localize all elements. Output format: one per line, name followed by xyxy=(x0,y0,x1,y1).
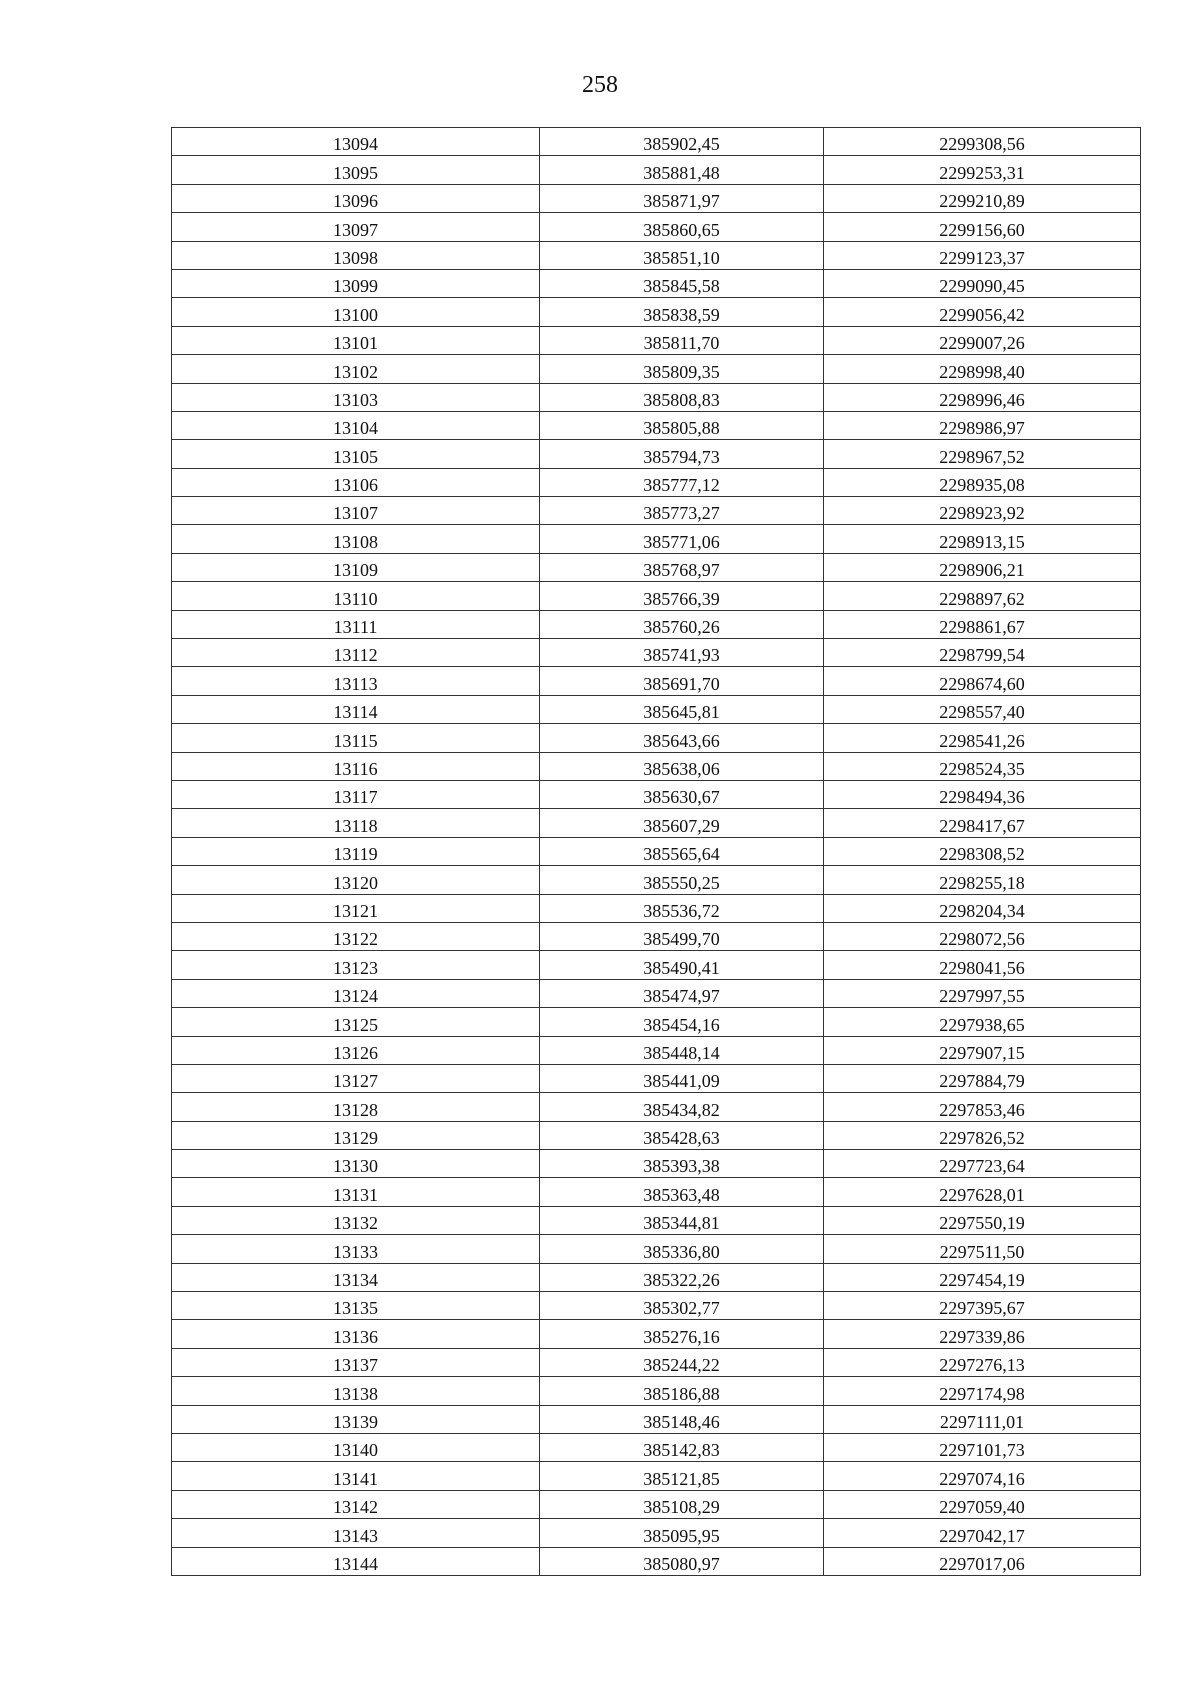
x-coordinate-cell: 385851,10 xyxy=(540,241,824,269)
y-coordinate-cell: 2297059,40 xyxy=(824,1490,1141,1518)
point-number-cell: 13129 xyxy=(172,1121,540,1149)
x-coordinate-cell: 385811,70 xyxy=(540,326,824,354)
y-coordinate-cell: 2298072,56 xyxy=(824,922,1141,950)
table-row xyxy=(172,553,1141,581)
y-coordinate-cell: 2298906,21 xyxy=(824,553,1141,581)
point-number-cell: 13143 xyxy=(172,1519,540,1547)
point-number-cell: 13115 xyxy=(172,724,540,752)
point-number-cell: 13133 xyxy=(172,1235,540,1263)
table-row xyxy=(172,1178,1141,1206)
y-coordinate-cell: 2299156,60 xyxy=(824,213,1141,241)
point-number-cell: 13144 xyxy=(172,1547,540,1575)
x-coordinate-cell: 385336,80 xyxy=(540,1235,824,1263)
x-coordinate-cell: 385565,64 xyxy=(540,837,824,865)
y-coordinate-cell: 2298996,46 xyxy=(824,383,1141,411)
point-number-cell: 13106 xyxy=(172,468,540,496)
table-row xyxy=(172,269,1141,297)
y-coordinate-cell: 2297723,64 xyxy=(824,1150,1141,1178)
table-row xyxy=(172,1093,1141,1121)
x-coordinate-cell: 385809,35 xyxy=(540,355,824,383)
table-row xyxy=(172,213,1141,241)
point-number-cell: 13118 xyxy=(172,809,540,837)
point-number-cell: 13096 xyxy=(172,184,540,212)
point-number-cell: 13095 xyxy=(172,156,540,184)
x-coordinate-cell: 385645,81 xyxy=(540,695,824,723)
point-number-cell: 13105 xyxy=(172,440,540,468)
point-number-cell: 13107 xyxy=(172,497,540,525)
y-coordinate-cell: 2297111,01 xyxy=(824,1405,1141,1433)
table-row xyxy=(172,752,1141,780)
table-row xyxy=(172,1206,1141,1234)
y-coordinate-cell: 2297511,50 xyxy=(824,1235,1141,1263)
y-coordinate-cell: 2297017,06 xyxy=(824,1547,1141,1575)
point-number-cell: 13111 xyxy=(172,610,540,638)
table-row xyxy=(172,1377,1141,1405)
x-coordinate-cell: 385302,77 xyxy=(540,1292,824,1320)
y-coordinate-cell: 2298041,56 xyxy=(824,951,1141,979)
table-row xyxy=(172,667,1141,695)
table-row xyxy=(172,1235,1141,1263)
y-coordinate-cell: 2298998,40 xyxy=(824,355,1141,383)
y-coordinate-cell: 2299056,42 xyxy=(824,298,1141,326)
table-row xyxy=(172,951,1141,979)
x-coordinate-cell: 385095,95 xyxy=(540,1519,824,1547)
table-row xyxy=(172,724,1141,752)
point-number-cell: 13138 xyxy=(172,1377,540,1405)
y-coordinate-cell: 2299253,31 xyxy=(824,156,1141,184)
x-coordinate-cell: 385454,16 xyxy=(540,1008,824,1036)
point-number-cell: 13139 xyxy=(172,1405,540,1433)
y-coordinate-cell: 2297042,17 xyxy=(824,1519,1141,1547)
y-coordinate-cell: 2298494,36 xyxy=(824,780,1141,808)
y-coordinate-cell: 2297907,15 xyxy=(824,1036,1141,1064)
x-coordinate-cell: 385344,81 xyxy=(540,1206,824,1234)
y-coordinate-cell: 2297550,19 xyxy=(824,1206,1141,1234)
x-coordinate-cell: 385186,88 xyxy=(540,1377,824,1405)
table-row xyxy=(172,639,1141,667)
x-coordinate-cell: 385121,85 xyxy=(540,1462,824,1490)
x-coordinate-cell: 385808,83 xyxy=(540,383,824,411)
point-number-cell: 13125 xyxy=(172,1008,540,1036)
y-coordinate-cell: 2298557,40 xyxy=(824,695,1141,723)
x-coordinate-cell: 385691,70 xyxy=(540,667,824,695)
point-number-cell: 13128 xyxy=(172,1093,540,1121)
table-row xyxy=(172,1150,1141,1178)
coordinates-table xyxy=(171,127,1141,1576)
table-row xyxy=(172,525,1141,553)
y-coordinate-cell: 2299123,37 xyxy=(824,241,1141,269)
y-coordinate-cell: 2299090,45 xyxy=(824,269,1141,297)
point-number-cell: 13114 xyxy=(172,695,540,723)
y-coordinate-cell: 2297826,52 xyxy=(824,1121,1141,1149)
y-coordinate-cell: 2298524,35 xyxy=(824,752,1141,780)
table-row xyxy=(172,1547,1141,1575)
x-coordinate-cell: 385768,97 xyxy=(540,553,824,581)
y-coordinate-cell: 2298674,60 xyxy=(824,667,1141,695)
y-coordinate-cell: 2298986,97 xyxy=(824,411,1141,439)
table-row xyxy=(172,922,1141,950)
point-number-cell: 13099 xyxy=(172,269,540,297)
point-number-cell: 13098 xyxy=(172,241,540,269)
y-coordinate-cell: 2298897,62 xyxy=(824,582,1141,610)
point-number-cell: 13103 xyxy=(172,383,540,411)
table-row xyxy=(172,184,1141,212)
y-coordinate-cell: 2298861,67 xyxy=(824,610,1141,638)
table-row xyxy=(172,1121,1141,1149)
table-row xyxy=(172,326,1141,354)
point-number-cell: 13132 xyxy=(172,1206,540,1234)
table-row xyxy=(172,695,1141,723)
y-coordinate-cell: 2299308,56 xyxy=(824,128,1141,156)
point-number-cell: 13126 xyxy=(172,1036,540,1064)
point-number-cell: 13137 xyxy=(172,1348,540,1376)
page-number: 258 xyxy=(582,72,618,98)
table-row xyxy=(172,440,1141,468)
x-coordinate-cell: 385741,93 xyxy=(540,639,824,667)
x-coordinate-cell: 385550,25 xyxy=(540,866,824,894)
point-number-cell: 13141 xyxy=(172,1462,540,1490)
y-coordinate-cell: 2297454,19 xyxy=(824,1263,1141,1291)
table-row xyxy=(172,780,1141,808)
table-row xyxy=(172,1405,1141,1433)
x-coordinate-cell: 385363,48 xyxy=(540,1178,824,1206)
table-row xyxy=(172,1036,1141,1064)
point-number-cell: 13130 xyxy=(172,1150,540,1178)
point-number-cell: 13116 xyxy=(172,752,540,780)
x-coordinate-cell: 385638,06 xyxy=(540,752,824,780)
table-row xyxy=(172,1348,1141,1376)
x-coordinate-cell: 385536,72 xyxy=(540,894,824,922)
x-coordinate-cell: 385871,97 xyxy=(540,184,824,212)
x-coordinate-cell: 385838,59 xyxy=(540,298,824,326)
x-coordinate-cell: 385148,46 xyxy=(540,1405,824,1433)
x-coordinate-cell: 385428,63 xyxy=(540,1121,824,1149)
table-row xyxy=(172,383,1141,411)
table-row xyxy=(172,355,1141,383)
point-number-cell: 13104 xyxy=(172,411,540,439)
x-coordinate-cell: 385805,88 xyxy=(540,411,824,439)
point-number-cell: 13119 xyxy=(172,837,540,865)
y-coordinate-cell: 2298204,34 xyxy=(824,894,1141,922)
x-coordinate-cell: 385322,26 xyxy=(540,1263,824,1291)
table-row xyxy=(172,156,1141,184)
table-row xyxy=(172,809,1141,837)
x-coordinate-cell: 385499,70 xyxy=(540,922,824,950)
y-coordinate-cell: 2297997,55 xyxy=(824,979,1141,1007)
y-coordinate-cell: 2298255,18 xyxy=(824,866,1141,894)
table-row xyxy=(172,497,1141,525)
x-coordinate-cell: 385474,97 xyxy=(540,979,824,1007)
table-row xyxy=(172,1462,1141,1490)
y-coordinate-cell: 2299007,26 xyxy=(824,326,1141,354)
table-row xyxy=(172,468,1141,496)
y-coordinate-cell: 2298913,15 xyxy=(824,525,1141,553)
x-coordinate-cell: 385760,26 xyxy=(540,610,824,638)
table-row xyxy=(172,866,1141,894)
table-row xyxy=(172,128,1141,156)
y-coordinate-cell: 2298923,92 xyxy=(824,497,1141,525)
y-coordinate-cell: 2298935,08 xyxy=(824,468,1141,496)
x-coordinate-cell: 385643,66 xyxy=(540,724,824,752)
y-coordinate-cell: 2297339,86 xyxy=(824,1320,1141,1348)
y-coordinate-cell: 2297628,01 xyxy=(824,1178,1141,1206)
x-coordinate-cell: 385845,58 xyxy=(540,269,824,297)
table-row xyxy=(172,837,1141,865)
table-row xyxy=(172,1064,1141,1092)
point-number-cell: 13110 xyxy=(172,582,540,610)
table-row xyxy=(172,610,1141,638)
point-number-cell: 13100 xyxy=(172,298,540,326)
table-row xyxy=(172,1008,1141,1036)
point-number-cell: 13136 xyxy=(172,1320,540,1348)
coordinates-table-body xyxy=(172,128,1141,1576)
point-number-cell: 13097 xyxy=(172,213,540,241)
point-number-cell: 13112 xyxy=(172,639,540,667)
point-number-cell: 13113 xyxy=(172,667,540,695)
point-number-cell: 13109 xyxy=(172,553,540,581)
point-number-cell: 13122 xyxy=(172,922,540,950)
x-coordinate-cell: 385777,12 xyxy=(540,468,824,496)
y-coordinate-cell: 2297884,79 xyxy=(824,1064,1141,1092)
table-row xyxy=(172,1490,1141,1518)
table-row xyxy=(172,241,1141,269)
x-coordinate-cell: 385108,29 xyxy=(540,1490,824,1518)
x-coordinate-cell: 385490,41 xyxy=(540,951,824,979)
x-coordinate-cell: 385902,45 xyxy=(540,128,824,156)
point-number-cell: 13101 xyxy=(172,326,540,354)
y-coordinate-cell: 2297174,98 xyxy=(824,1377,1141,1405)
point-number-cell: 13134 xyxy=(172,1263,540,1291)
y-coordinate-cell: 2298799,54 xyxy=(824,639,1141,667)
point-number-cell: 13124 xyxy=(172,979,540,1007)
point-number-cell: 13127 xyxy=(172,1064,540,1092)
x-coordinate-cell: 385881,48 xyxy=(540,156,824,184)
point-number-cell: 13117 xyxy=(172,780,540,808)
x-coordinate-cell: 385434,82 xyxy=(540,1093,824,1121)
y-coordinate-cell: 2298967,52 xyxy=(824,440,1141,468)
y-coordinate-cell: 2298417,67 xyxy=(824,809,1141,837)
y-coordinate-cell: 2299210,89 xyxy=(824,184,1141,212)
x-coordinate-cell: 385142,83 xyxy=(540,1433,824,1461)
x-coordinate-cell: 385244,22 xyxy=(540,1348,824,1376)
table-row xyxy=(172,894,1141,922)
point-number-cell: 13108 xyxy=(172,525,540,553)
x-coordinate-cell: 385080,97 xyxy=(540,1547,824,1575)
point-number-cell: 13140 xyxy=(172,1433,540,1461)
point-number-cell: 13094 xyxy=(172,128,540,156)
x-coordinate-cell: 385441,09 xyxy=(540,1064,824,1092)
point-number-cell: 13135 xyxy=(172,1292,540,1320)
point-number-cell: 13142 xyxy=(172,1490,540,1518)
point-number-cell: 13120 xyxy=(172,866,540,894)
table-row xyxy=(172,979,1141,1007)
table-row xyxy=(172,1320,1141,1348)
y-coordinate-cell: 2297101,73 xyxy=(824,1433,1141,1461)
table-row xyxy=(172,1263,1141,1291)
x-coordinate-cell: 385860,65 xyxy=(540,213,824,241)
point-number-cell: 13102 xyxy=(172,355,540,383)
x-coordinate-cell: 385766,39 xyxy=(540,582,824,610)
y-coordinate-cell: 2297938,65 xyxy=(824,1008,1141,1036)
x-coordinate-cell: 385607,29 xyxy=(540,809,824,837)
table-row xyxy=(172,411,1141,439)
y-coordinate-cell: 2298308,52 xyxy=(824,837,1141,865)
y-coordinate-cell: 2298541,26 xyxy=(824,724,1141,752)
x-coordinate-cell: 385630,67 xyxy=(540,780,824,808)
x-coordinate-cell: 385448,14 xyxy=(540,1036,824,1064)
x-coordinate-cell: 385773,27 xyxy=(540,497,824,525)
y-coordinate-cell: 2297276,13 xyxy=(824,1348,1141,1376)
table-row xyxy=(172,1433,1141,1461)
table-row xyxy=(172,582,1141,610)
y-coordinate-cell: 2297074,16 xyxy=(824,1462,1141,1490)
y-coordinate-cell: 2297853,46 xyxy=(824,1093,1141,1121)
y-coordinate-cell: 2297395,67 xyxy=(824,1292,1141,1320)
table-row xyxy=(172,298,1141,326)
x-coordinate-cell: 385794,73 xyxy=(540,440,824,468)
x-coordinate-cell: 385771,06 xyxy=(540,525,824,553)
x-coordinate-cell: 385276,16 xyxy=(540,1320,824,1348)
x-coordinate-cell: 385393,38 xyxy=(540,1150,824,1178)
table-row xyxy=(172,1292,1141,1320)
point-number-cell: 13123 xyxy=(172,951,540,979)
table-row xyxy=(172,1519,1141,1547)
point-number-cell: 13131 xyxy=(172,1178,540,1206)
point-number-cell: 13121 xyxy=(172,894,540,922)
